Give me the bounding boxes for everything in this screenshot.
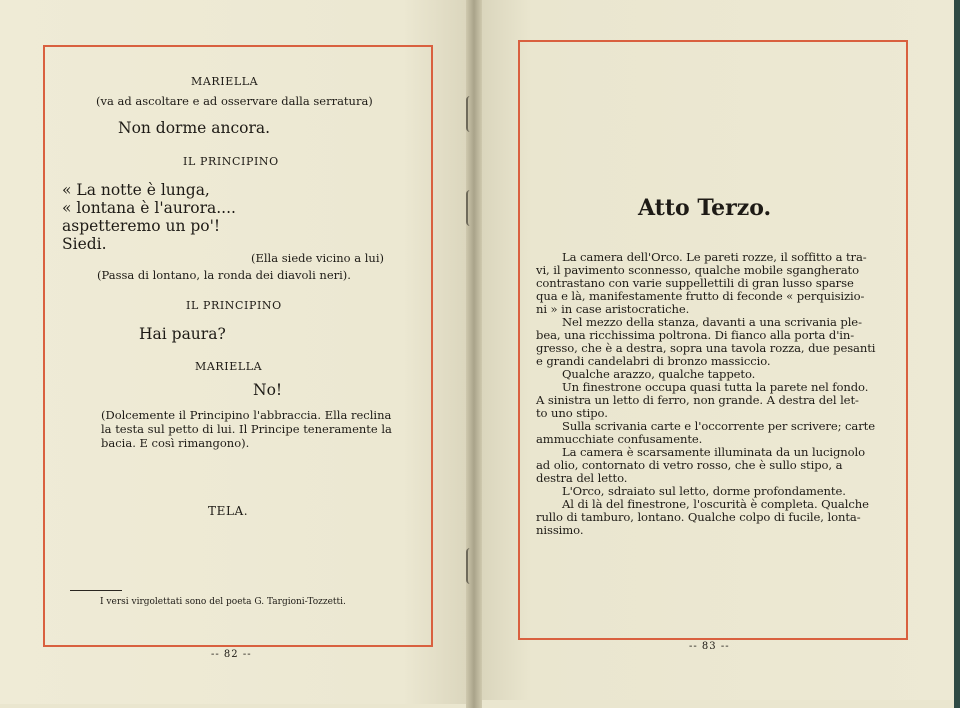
paragraph-line: La camera dell'Orco. Le pareti rozze, il soffitto a tra- — [562, 250, 867, 264]
stage-direction: bacia. E così rimangono). — [101, 436, 250, 450]
paragraph-line: destra del letto. — [536, 471, 628, 485]
stage-direction: la testa sul petto di lui. Il Principe teneramente la — [101, 422, 392, 436]
cover-edge — [954, 0, 960, 708]
paragraph-line: L'Orco, sdraiato sul letto, dorme profondamente. — [562, 484, 846, 498]
paragraph-line: bea, una ricchissima poltrona. Di fianco alla porta d'in- — [536, 328, 855, 342]
speaker-name: IL PRINCIPINO — [186, 299, 282, 312]
binding-stitch — [466, 548, 476, 584]
binding-stitch — [466, 190, 476, 226]
stage-direction: (Ella siede vicino a lui) — [251, 251, 384, 265]
paragraph-line: Qualche arazzo, qualche tappeto. — [562, 367, 756, 381]
paragraph-line: Un finestrone occupa quasi tutta la parete nel fondo. — [562, 380, 869, 394]
paragraph-line: ammucchiate confusamente. — [536, 432, 703, 446]
paragraph-line: ni » in case aristocratiche. — [536, 302, 690, 316]
stage-direction: (Dolcemente il Principino l'abbraccia. Ella reclina — [101, 408, 392, 422]
paragraph-line: vi, il pavimento sconnesso, qualche mobile sgangherato — [536, 263, 860, 277]
paragraph-line: ad olio, contornato di vetro rosso, che è sullo stipo, a — [536, 458, 843, 472]
paragraph-line: e grandi candelabri di bronzo massiccio. — [536, 354, 771, 368]
speaker-name: IL PRINCIPINO — [183, 155, 279, 168]
paragraph-line: La camera è scarsamente illuminata da un lucignolo — [562, 445, 866, 459]
paragraph-line: A sinistra un letto di ferro, non grande. A destra del let- — [536, 393, 859, 407]
speaker-name: MARIELLA — [191, 75, 259, 88]
verse-line: No! — [253, 381, 283, 399]
verse-line: Hai paura? — [139, 325, 226, 343]
verse-line: Non dorme ancora. — [118, 119, 271, 137]
verse-line: « lontana è l'aurora.... — [62, 199, 236, 217]
paragraph-line: to uno stipo. — [536, 406, 608, 420]
curtain-label: TELA. — [208, 504, 249, 518]
paragraph-line: contrastano con varie suppellettili di gran lusso sparse — [536, 276, 854, 290]
footnote: I versi virgolettati sono del poeta G. Targioni-Tozzetti. — [100, 597, 346, 607]
verse-line: aspetteremo un po'! — [62, 217, 221, 235]
paragraph-line: Sulla scrivania carte e l'occorrente per scrivere; carte — [562, 419, 875, 433]
paragraph-line: gresso, che è a destra, sopra una tavola rozza, due pesanti — [536, 341, 876, 355]
paragraph-line: Nel mezzo della stanza, davanti a una scrivania ple- — [562, 315, 862, 329]
binding-stitch — [466, 96, 476, 132]
stage-direction: (va ad ascoltare e ad osservare dalla serratura) — [96, 94, 373, 108]
paragraph-line: rullo di tamburo, lontano. Qualche colpo di fucile, lonta- — [536, 510, 861, 524]
act-title: Atto Terzo. — [638, 195, 772, 221]
paragraph-line: Al di là del finestrone, l'oscurità è completa. Qualche — [562, 497, 869, 511]
paragraph-line: nissimo. — [536, 523, 584, 537]
verse-line: « La notte è lunga, — [62, 181, 210, 199]
page-number-left: -- 82 -- — [211, 649, 252, 660]
speaker-name: MARIELLA — [195, 360, 263, 373]
stage-direction: (Passa di lontano, la ronda dei diavoli neri). — [97, 268, 351, 282]
paragraph-line: qua e là, manifestamente frutto di feconde « perquisizio- — [536, 289, 865, 303]
page-number-right: -- 83 -- — [689, 641, 730, 652]
footnote-rule — [70, 590, 122, 591]
verse-line: Siedi. — [62, 235, 107, 253]
